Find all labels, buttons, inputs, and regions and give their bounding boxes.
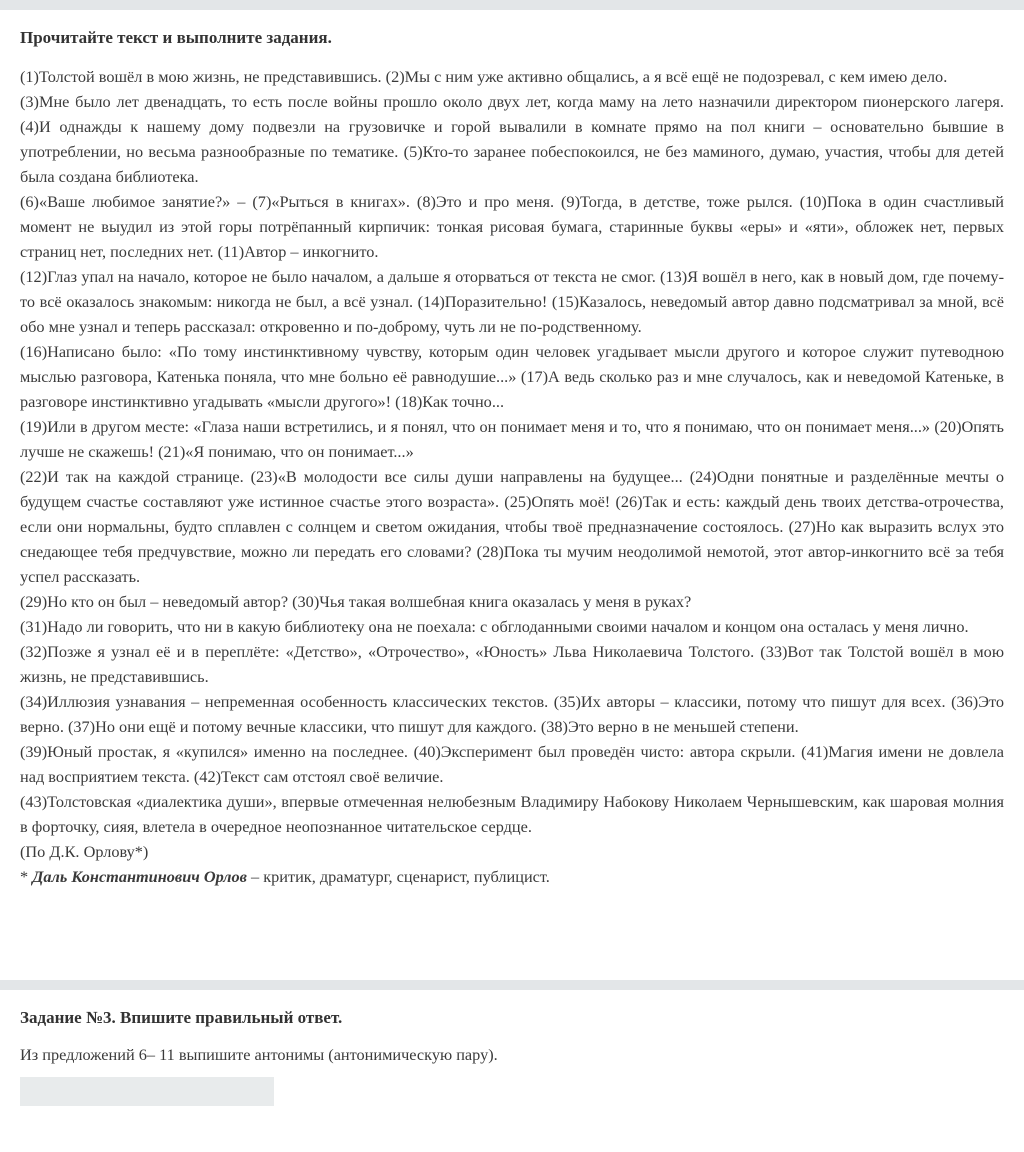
paragraph: (3)Мне было лет двенадцать, то есть после войны прошло около двух лет, когда маму на лето назначили директором пионерского лагеря. (4)И однажды к нашему дому подвезли на грузовичке и горой вывалили в комнате прямо на пол книги – основательно бывшие в употреблении, но весьма разнообразные по тематике. (5)Кто-то заранее побеспокоился, не без маминого, думаю, участия, чтобы для детей была создана библиотека. (20, 92, 1004, 186)
paragraph: (43)Толстовская «диалектика души», впервые отмеченная нелюбезным Владимиру Набокову Николаем Чернышевским, как шаровая молния в форточку, сияя, влетела в очередное неопознанное читательское сердце. (20, 792, 1004, 836)
section-separator (0, 980, 1024, 990)
paragraph: (31)Надо ли говорить, что ни в какую библиотеку она не поехала: с обглоданными своими началом и концом она осталась у меня лично. (20, 617, 969, 636)
top-separator (0, 0, 1024, 10)
paragraph: (19)Или в другом месте: «Глаза наши встретились, и я понял, что он понимает меня и то, что я понимаю, что он понимает меня...» (20)Опять лучше не скажешь! (21)«Я понимаю, что он понимает...» (20, 417, 1004, 461)
source-attribution: (По Д.К. Орлову*) (20, 842, 149, 861)
paragraph: (22)И так на каждой странице. (23)«В молодости все силы души направлены на будущее... (24)Одни понятные и разделённые мечты о будущем счастье составляют уже истинное счастье этого возраста». (25)Опять моё! (26)Так и есть: каждый день твоих детства-отрочества, если они нормальны, будто сплавлен с солнцем и светом ожидания, чтобы твоё предназначение состоялось. (27)Но как выразить вслух это снедающее тебя предчувствие, можно ли передать его словами? (28)Пока ты мучим неодолимой немотой, этот автор-инкогнито всё за тебя успел рассказать. (20, 467, 1004, 586)
paragraph: (34)Иллюзия узнавания – непременная особенность классических текстов. (35)Их авторы – классики, потому что пишут для всех. (36)Это верно. (37)Но они ещё и потому вечные классики, что пишут для каждого. (38)Это верно в не меньшей степени. (20, 692, 1004, 736)
paragraph: (29)Но кто он был – неведомый автор? (30)Чья такая волшебная книга оказалась у меня в руках? (20, 592, 692, 611)
instruction-heading: Прочитайте текст и выполните задания. (20, 28, 332, 47)
paragraph: (32)Позже я узнал её и в переплёте: «Детство», «Отрочество», «Юность» Льва Николаевича Толстого. (33)Вот так Толстой вошёл в мою жизнь, не представившись. (20, 642, 1004, 686)
paragraph: (12)Глаз упал на начало, которое не было началом, а дальше я оторваться от текста не смог. (13)Я вошёл в него, как в новый дом, где почему-то всё оказалось знакомым: никогда не был, а всё узнал. (14)Поразительно! (15)Казалось, неведомый автор давно подсматривал за мной, всё обо мне узнал и теперь рассказал: откровенно и по-доброму, чуть ли не по-родственному. (20, 267, 1004, 336)
paragraph: (6)«Ваше любимое занятие?» – (7)«Рыться в книгах». (8)Это и про меня. (9)Тогда, в детстве, тоже рылся. (10)Пока в один счастливый момент не выудил из этой горы потрёпанный кирпичик: тонкая рисовая бумага, старинные буквы «еры» и «яти», обложек нет, первых страниц нет, последних нет. (11)Автор – инкогнито. (20, 192, 1004, 261)
answer-input[interactable] (20, 1077, 274, 1106)
paragraph: (16)Написано было: «По тому инстинктивному чувству, которым один человек угадывает мысли другого и которое служит путеводною мыслью разговора, Катенька поняла, что мне больно её равнодушие...» (17)А ведь сколько раз и мне случалось, как и неведомой Катеньке, в разговоре инстинктивно угадывать «мысли другого»! (18)Как точно... (20, 342, 1004, 411)
footnote-description: – критик, драматург, сценарист, публицист. (246, 867, 550, 886)
footnote-marker: * (20, 867, 33, 886)
footnote (20, 864, 1004, 889)
reading-text (20, 64, 1004, 889)
footnote-author: Даль Константинович Орлов (32, 867, 247, 886)
task-title: Задание №3. Впишите правильный ответ. (20, 1008, 343, 1027)
task-question: Из предложений 6– 11 выпишите антонимы (антонимическую пару). (20, 1045, 498, 1064)
instruction-section (20, 28, 1004, 48)
paragraph: (39)Юный простак, я «купился» именно на последнее. (40)Эксперимент был проведён чисто: автора скрыли. (41)Магия имени не довлела над восприятием текста. (42)Текст сам отстоял своё величие. (20, 742, 1004, 786)
paragraph: (1)Толстой вошёл в мою жизнь, не представившись. (2)Мы с ним уже активно общались, а я всё ещё не подозревал, с кем имею дело. (20, 67, 948, 86)
